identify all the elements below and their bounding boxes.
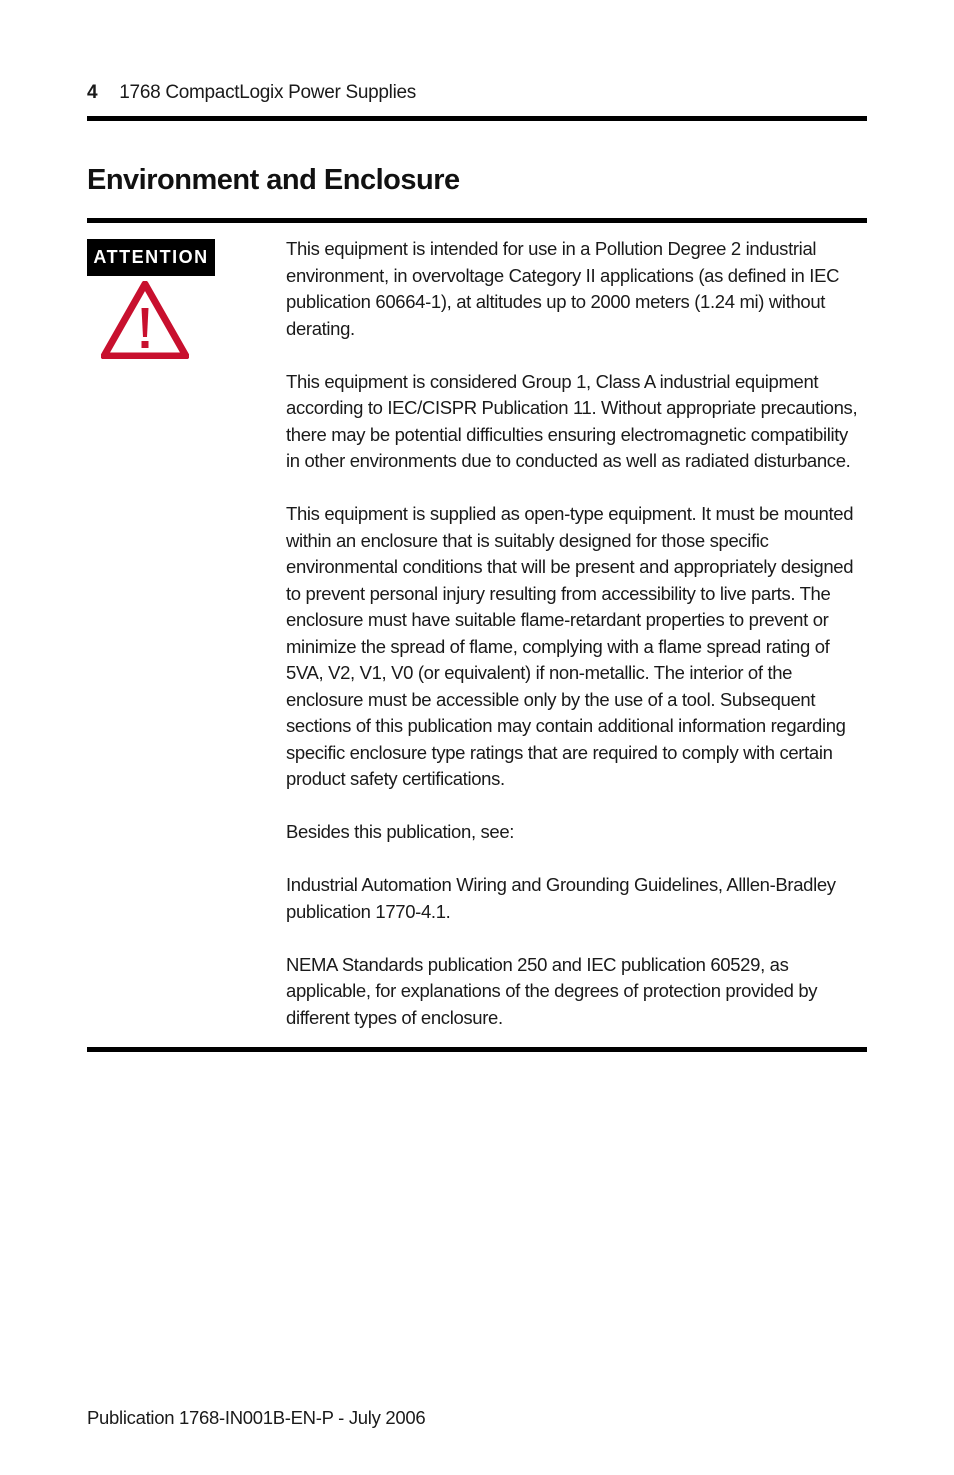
paragraph-see-also: Besides this publication, see:	[286, 821, 515, 842]
bottom-rule	[87, 1047, 867, 1052]
attention-badge: ATTENTION	[87, 239, 215, 276]
warning-triangle-icon	[101, 281, 189, 359]
page-header	[87, 82, 416, 104]
warning-exclamation-bar	[142, 308, 149, 337]
paragraph-enclosure: This equipment is supplied as open-type equipment. It must be mounted within an enclosure that is suitably designed for those specific environmental conditions that will be present and appropriately designed to prevent personal injury resulting from accessibility to live parts. The enclosure must have suitable flame-retardant properties to prevent or minimize the spread of flame, complying with a flame spread rating of 5VA, V2, V1, V0 (or equivalent) if non-metallic. The interior of the enclosure must be accessible only by the use of a tool. Subsequent sections of this publication may contain additional information regarding specific enclosure type ratings that are required to comply with certain product safety certifications.	[286, 503, 854, 789]
header-rule	[87, 116, 867, 121]
section-rule	[87, 218, 867, 223]
warning-exclamation-dot	[142, 341, 149, 348]
attention-body	[286, 236, 864, 1058]
paragraph-nema-standards: NEMA Standards publication 250 and IEC publication 60529, as applicable, for explanations of the degrees of protection provided by different types of enclosure.	[286, 953, 818, 1028]
paragraph-wiring-guidelines: Industrial Automation Wiring and Grounding Guidelines, Alllen-Bradley publication 1770-4.1.	[286, 874, 836, 922]
section-title: Environment and Enclosure	[87, 164, 460, 196]
page-number: 4	[87, 82, 98, 103]
paragraph-pollution-degree: This equipment is intended for use in a Pollution Degree 2 industrial environment, in overvoltage Category II applications (as defined in IEC publication 60664-1), at altitudes up to 2000 meters (1.24 mi) without derating.	[286, 238, 840, 339]
running-title: 1768 CompactLogix Power Supplies	[119, 82, 416, 103]
publication-footer: Publication 1768-IN001B-EN-P - July 2006	[87, 1407, 426, 1428]
paragraph-emc-class: This equipment is considered Group 1, Class A industrial equipment according to IEC/CISPR Publication 11. Without appropriate precautions, there may be potential difficulties ensuring electromagnetic compatibility in other environments due to conducted as well as radiated disturbance.	[286, 370, 858, 471]
